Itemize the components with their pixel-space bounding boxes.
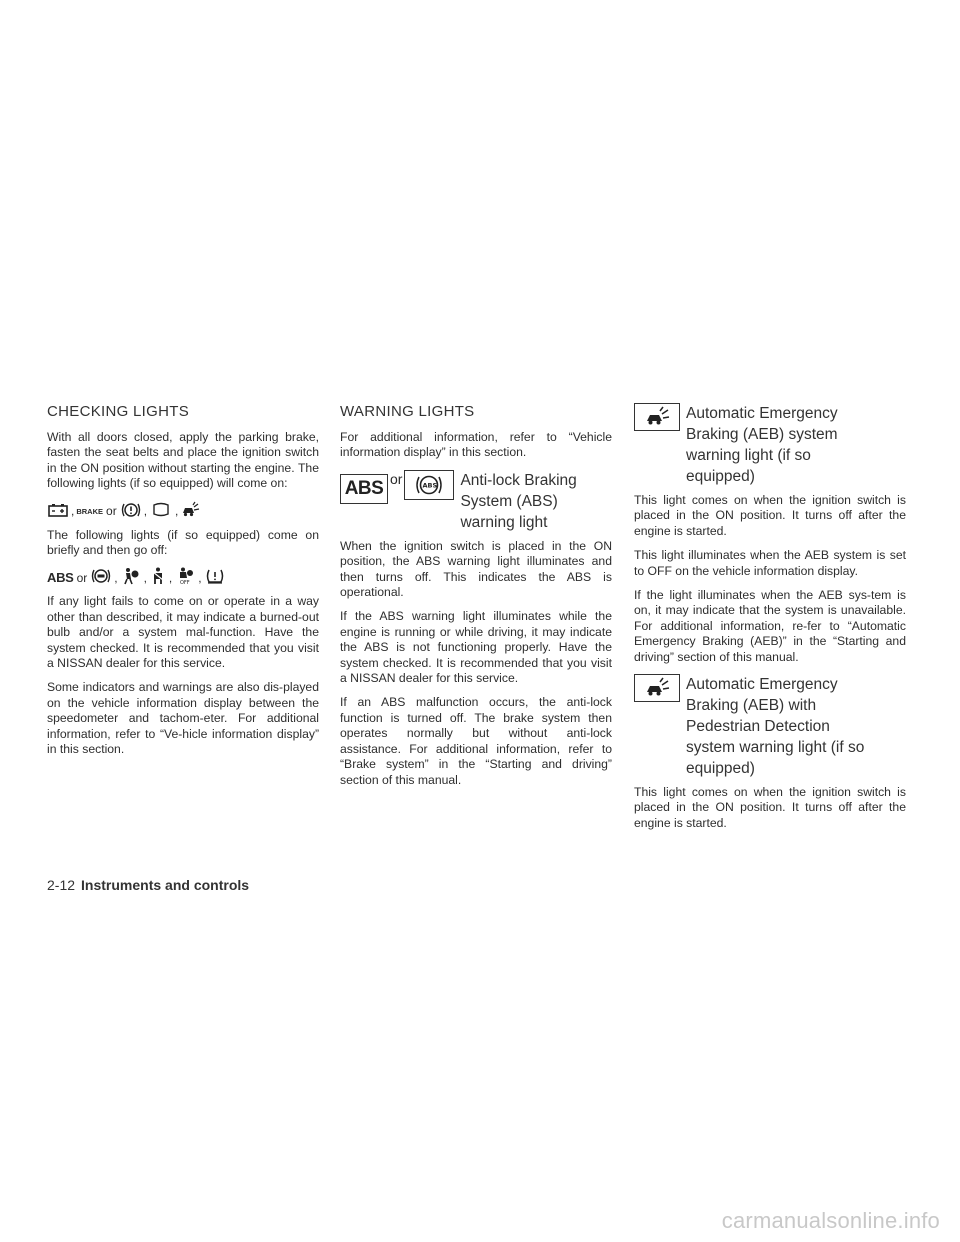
aeb-column	[634, 403, 906, 840]
seatbelt-icon	[149, 567, 167, 588]
separator-comma: ,	[168, 570, 173, 585]
checking-lights-display: Some indicators and warnings are also dis-played on the vehicle information display between the speedometer and tachom-eter. For additional information, refer to “Ve-hicle information display” in this section.	[47, 680, 319, 757]
separator-comma: ,	[114, 570, 118, 585]
lights-on-icon-row	[47, 501, 319, 522]
separator-comma: ,	[198, 570, 202, 585]
aeb-warning-subheading	[634, 403, 906, 487]
aeb-pedestrian-subheading	[634, 674, 906, 779]
separator-comma: ,	[71, 504, 75, 519]
warning-lights-column	[340, 403, 612, 797]
separator-comma: ,	[175, 504, 179, 519]
abs-text-icon: ABS	[340, 474, 388, 504]
checking-lights-column	[47, 403, 319, 767]
abs-circle-icon	[404, 470, 454, 500]
abs-paragraph-3: If an ABS malfunction occurs, the anti-lock function is turned off. The brake system then operates normally but without anti-lock assistance. For additional information, refer to “Brake system” in the “Starting and driving” section of this manual.	[340, 695, 612, 787]
aeb-paragraph-1: This light comes on when the ignition switch is placed in the ON position. It turns off after the engine is started.	[634, 493, 906, 538]
page-footer	[47, 877, 249, 893]
section-name: Instruments and controls	[81, 877, 250, 893]
or-text: or	[76, 570, 88, 585]
abs-paragraph-1: When the ignition switch is placed in the ON position, the ABS warning light illuminates and then turns off. This indicates the ABS is operational.	[340, 538, 612, 600]
watermark: carmanualsonline.info	[721, 1208, 940, 1233]
checking-lights-heading: CHECKING LIGHTS	[47, 403, 190, 420]
svg-text:ABS: ABS	[422, 481, 438, 490]
aeb-warning-title: Automatic Emergency Braking (AEB) system warning light (if so equipped)	[686, 405, 838, 485]
separator-comma: ,	[143, 504, 148, 519]
separator-comma: ,	[143, 570, 147, 585]
checking-lights-malfunction: If any light fails to come on or operate in a way other than described, it may indicate a burned-out bulb and/or a system mal-function. Have the system checked. It is recommended that you visit a NISSAN dealer for this service.	[47, 594, 319, 671]
abs-warning-subheading	[340, 470, 612, 533]
abs-paragraph-2: If the ABS warning light illuminates while the engine is running or while driving, it may indicate the ABS is not functioning properly. Have the system checked. It is recommended that you visit a NISSAN dealer for this service.	[340, 609, 612, 686]
abs-text-icon: ABS	[47, 570, 74, 586]
abs-circle-icon	[90, 567, 112, 588]
or-text: or	[106, 504, 117, 519]
lights-brief-icon-row	[47, 567, 319, 588]
battery-icon	[47, 502, 69, 521]
passenger-airbag-off-icon	[174, 567, 196, 588]
aeb-paragraph-2: This light illuminates when the AEB system is set to OFF on the vehicle information display.	[634, 548, 906, 578]
tire-pressure-icon	[204, 567, 226, 588]
abs-warning-title: Anti-lock Braking System (ABS) warning light	[460, 471, 577, 531]
master-warning-icon	[149, 501, 173, 522]
warning-lights-heading: WARNING LIGHTS	[340, 403, 475, 420]
warning-lights-intro: For additional information, refer to “Vehicle information display” in this section.	[340, 430, 612, 460]
aeb-pedestrian-paragraph: This light comes on when the ignition switch is placed in the ON position. It turns off after the engine is started.	[634, 785, 906, 830]
aeb-pedestrian-car-icon	[634, 674, 680, 702]
brake-text-icon: BRAKE	[76, 506, 104, 516]
aeb-pedestrian-title: Automatic Emergency Braking (AEB) with Pedestrian Detection system warning light (if so equipped)	[686, 676, 865, 778]
checking-lights-brief: The following lights (if so equipped) come on briefly and then go off:	[47, 527, 319, 558]
aeb-paragraph-3: If the light illuminates when the AEB sys-tem is on, it may indicate that the system is unavailable. For additional information, re-fer to “Automatic Emergency Braking (AEB)” in the “Starting and driving” section of this manual.	[634, 588, 906, 664]
aeb-car-icon	[180, 501, 200, 522]
brake-warning-icon	[120, 501, 142, 522]
page-number: 2-12	[47, 877, 76, 893]
or-text: or	[390, 470, 403, 487]
airbag-icon	[120, 567, 142, 588]
checking-lights-intro: With all doors closed, apply the parking brake, fasten the seat belts and place the ignition switch in the ON position without starting the engine. The following lights (if so equipped) will come on:	[47, 430, 319, 491]
aeb-car-icon	[634, 403, 680, 431]
svg-text:OFF: OFF	[180, 580, 190, 586]
